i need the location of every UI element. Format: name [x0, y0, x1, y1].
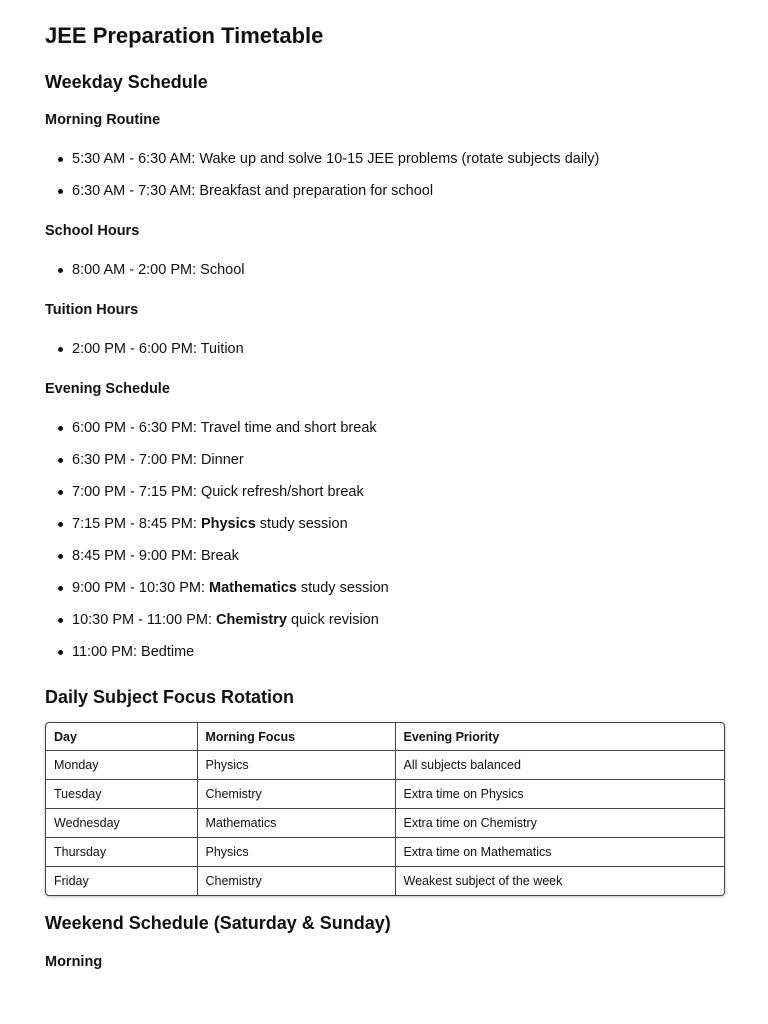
morning-routine-list: [45, 149, 599, 213]
list-item: [45, 546, 389, 578]
list-item-text-suffix: study session: [255, 516, 348, 532]
evening-schedule-heading: Evening Schedule: [45, 381, 170, 397]
rotation-heading: Daily Subject Focus Rotation: [45, 687, 295, 707]
list-item-subject: Mathematics: [209, 580, 297, 596]
weekend-heading: Weekend Schedule (Saturday & Sunday): [45, 913, 391, 933]
cell-morning-focus: Physics: [197, 751, 395, 780]
cell-evening-priority: Extra time on Physics: [395, 780, 724, 809]
cell-morning-focus: Mathematics: [197, 809, 395, 838]
list-item: [45, 450, 389, 482]
list-item-subject: Chemistry: [216, 612, 287, 628]
table-header-row: [46, 723, 724, 751]
list-item: [45, 339, 244, 371]
cell-evening-priority: Weakest subject of the week: [403, 874, 563, 888]
table-row: [46, 809, 724, 838]
list-item: [45, 149, 599, 181]
table-row: [46, 751, 724, 780]
page-title: JEE Preparation Timetable: [45, 23, 324, 48]
cell-day: Tuesday: [46, 780, 197, 809]
tuition-hours-list: [45, 339, 244, 371]
list-item-text: 9:00 PM - 10:30 PM:: [72, 580, 210, 596]
weekend-morning-heading: Morning: [45, 954, 103, 970]
list-item: [45, 418, 389, 450]
column-header-day: Day: [46, 723, 197, 751]
list-item-text: 5:30 AM - 6:30 AM: Wake up and solve 10-15 JEE problems (rotate subjects daily): [72, 151, 600, 167]
column-header-morning-focus: Morning Focus: [197, 723, 395, 751]
cell-day: Wednesday: [46, 809, 197, 838]
list-item-text-suffix: quick revision: [286, 612, 379, 628]
list-item: [45, 642, 389, 674]
table-row: [46, 780, 724, 809]
list-item-subject: Physics: [200, 516, 256, 532]
evening-schedule-list: [45, 418, 389, 674]
list-item-text: 7:00 PM - 7:15 PM: Quick refresh/short break: [72, 484, 364, 500]
morning-routine-heading: Morning Routine: [45, 112, 161, 128]
school-hours-heading: School Hours: [45, 223, 140, 239]
cell-day: Thursday: [46, 838, 197, 867]
list-item-text-suffix: study session: [296, 580, 389, 596]
list-item-text: 6:30 AM - 7:30 AM: Breakfast and preparation for school: [72, 183, 434, 199]
list-item: [45, 514, 389, 546]
list-item-text: 6:30 PM - 7:00 PM: Dinner: [72, 452, 244, 468]
list-item-text: 8:45 PM - 9:00 PM: Break: [72, 548, 239, 564]
school-hours-list: [45, 260, 244, 292]
cell-morning-focus: Physics: [197, 838, 395, 867]
list-item-text: 7:15 PM - 8:45 PM:: [72, 516, 201, 532]
list-item: [45, 482, 389, 514]
list-item: [45, 578, 389, 610]
cell-evening-priority: Extra time on Mathematics: [395, 838, 724, 867]
list-item-text: 10:30 PM - 11:00 PM:: [72, 612, 216, 628]
table-row: [46, 838, 724, 867]
list-item: [45, 181, 599, 213]
list-item: [45, 610, 389, 642]
table-row: [46, 867, 724, 896]
list-item-text: 2:00 PM - 6:00 PM: Tuition: [72, 341, 244, 357]
list-item-text: 6:00 PM - 6:30 PM: Travel time and short break: [72, 420, 377, 436]
list-item-text: 8:00 AM - 2:00 PM: School: [72, 262, 245, 278]
cell-evening-priority: All subjects balanced: [395, 751, 724, 780]
cell-morning-focus: Chemistry: [197, 867, 395, 896]
column-header-evening-priority: Evening Priority: [395, 723, 724, 751]
rotation-table: [45, 722, 725, 896]
cell-evening-priority: Extra time on Chemistry: [395, 809, 724, 838]
list-item-text: 11:00 PM: Bedtime: [72, 644, 195, 660]
cell-day: Monday: [46, 751, 197, 780]
cell-morning-focus: Chemistry: [197, 780, 395, 809]
cell-day: Friday: [46, 867, 197, 896]
list-item: [45, 260, 244, 292]
tuition-hours-heading: Tuition Hours: [45, 302, 139, 318]
weekday-heading: Weekday Schedule: [45, 72, 208, 92]
